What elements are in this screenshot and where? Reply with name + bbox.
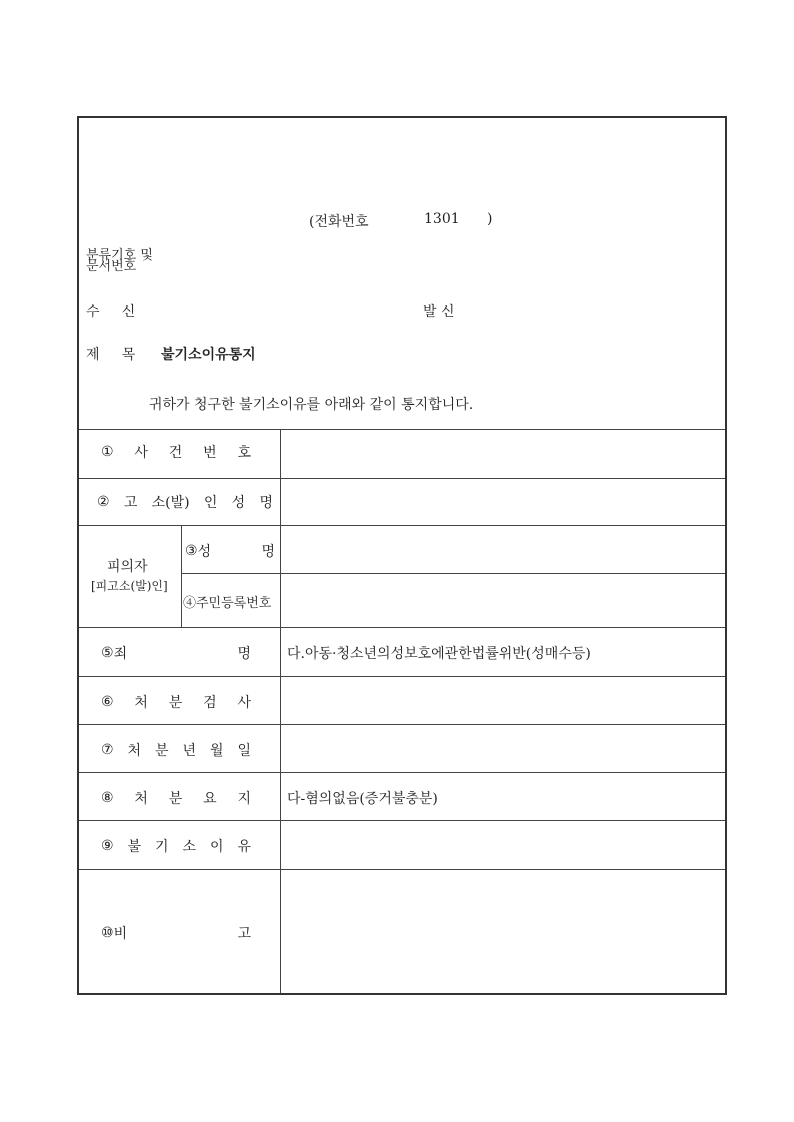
label-part: 성 — [231, 495, 246, 511]
label-part: 죄 — [113, 646, 128, 662]
label-part: 분 — [155, 743, 169, 759]
label-number: ⑨ — [101, 838, 114, 854]
case-number-label — [101, 442, 251, 462]
intro-text: 귀하가 청구한 불기소이유를 아래와 같이 통지합니다. — [149, 397, 474, 413]
label-number: ⑧ — [101, 790, 114, 806]
label-part: 요 — [203, 791, 217, 807]
column-divider — [280, 429, 281, 993]
label-part: 사 — [134, 445, 148, 461]
disposition-date-label — [101, 740, 251, 760]
divider — [79, 869, 725, 870]
notice-form — [77, 116, 727, 995]
label-number: ② — [97, 494, 110, 510]
label-part: 이 — [209, 839, 224, 855]
suspect-id-label: ④주민등록번호 — [183, 596, 272, 611]
remarks-label — [101, 923, 251, 943]
recipient-label: 수 신 — [86, 304, 136, 320]
label-part: 명 — [237, 646, 251, 662]
label-part: 유 — [237, 839, 251, 855]
divider — [79, 772, 725, 773]
label-number: ⑤ — [101, 645, 114, 661]
label-part: 명 — [259, 495, 273, 511]
label-number: ① — [101, 444, 114, 460]
label-part: 처 — [127, 743, 142, 759]
divider — [79, 627, 725, 628]
sender-label: 발 신 — [423, 304, 455, 320]
phone-number: 1301 — [424, 211, 460, 227]
label-part: 검 — [203, 695, 217, 711]
subject-value: 불기소이유통지 — [161, 347, 256, 363]
divider — [79, 676, 725, 677]
prosecutor-label — [101, 692, 251, 712]
label-part: 처 — [134, 695, 148, 711]
divider — [181, 573, 725, 574]
label-part: 처 — [134, 791, 148, 807]
complainant-label — [97, 492, 273, 512]
label-part: 성 — [197, 544, 212, 560]
subject-label: 제 목 — [86, 347, 136, 363]
divider — [79, 525, 725, 526]
label-part: 명 — [261, 544, 275, 560]
charge-label — [101, 643, 251, 663]
label-part: 건 — [168, 445, 183, 461]
label-part: 인 — [203, 495, 218, 511]
column-divider — [181, 525, 182, 627]
suspect-name-label — [185, 541, 275, 561]
label-part: 고 — [123, 495, 138, 511]
label-part: 월 — [209, 743, 224, 759]
label-part: 기 — [155, 839, 169, 855]
classification-label-1: 분류기호 및 — [86, 248, 153, 263]
label-part: 소 — [182, 839, 197, 855]
label-part: 일 — [237, 743, 251, 759]
label-part: 번 — [203, 445, 217, 461]
label-part: 분 — [168, 791, 183, 807]
charge-value[interactable]: 다.아동·청소년의성보호에관한법률위반(성매수등) — [287, 646, 591, 662]
suspect-label-1: 피의자 — [107, 559, 148, 575]
label-number: ⑦ — [101, 742, 114, 758]
label-part: 지 — [237, 791, 251, 807]
label-part: 년 — [182, 743, 197, 759]
label-part: 고 — [237, 926, 251, 942]
disposition-summary-value[interactable]: 다-혐의없음(증거불충분) — [287, 791, 438, 807]
reason-label — [101, 836, 251, 856]
disposition-summary-label — [101, 788, 251, 808]
label-part: 소(발) — [151, 495, 190, 511]
divider — [79, 724, 725, 725]
label-number: ③ — [185, 543, 198, 559]
label-part: 불 — [127, 839, 142, 855]
divider — [79, 820, 725, 821]
classification-label-2: 문서번호 — [86, 259, 137, 274]
divider — [79, 478, 725, 479]
label-part: 분 — [168, 695, 183, 711]
label-part: 호 — [237, 445, 251, 461]
divider — [79, 429, 725, 430]
label-number: ⑥ — [101, 694, 114, 710]
label-number: ⑩ — [101, 925, 114, 941]
label-part: 비 — [113, 926, 128, 942]
label-part: 사 — [237, 695, 251, 711]
suspect-label-2: [피고소(발)인] — [91, 579, 168, 593]
phone-close: ) — [487, 211, 493, 227]
phone-label: (전화번호 — [309, 214, 369, 230]
